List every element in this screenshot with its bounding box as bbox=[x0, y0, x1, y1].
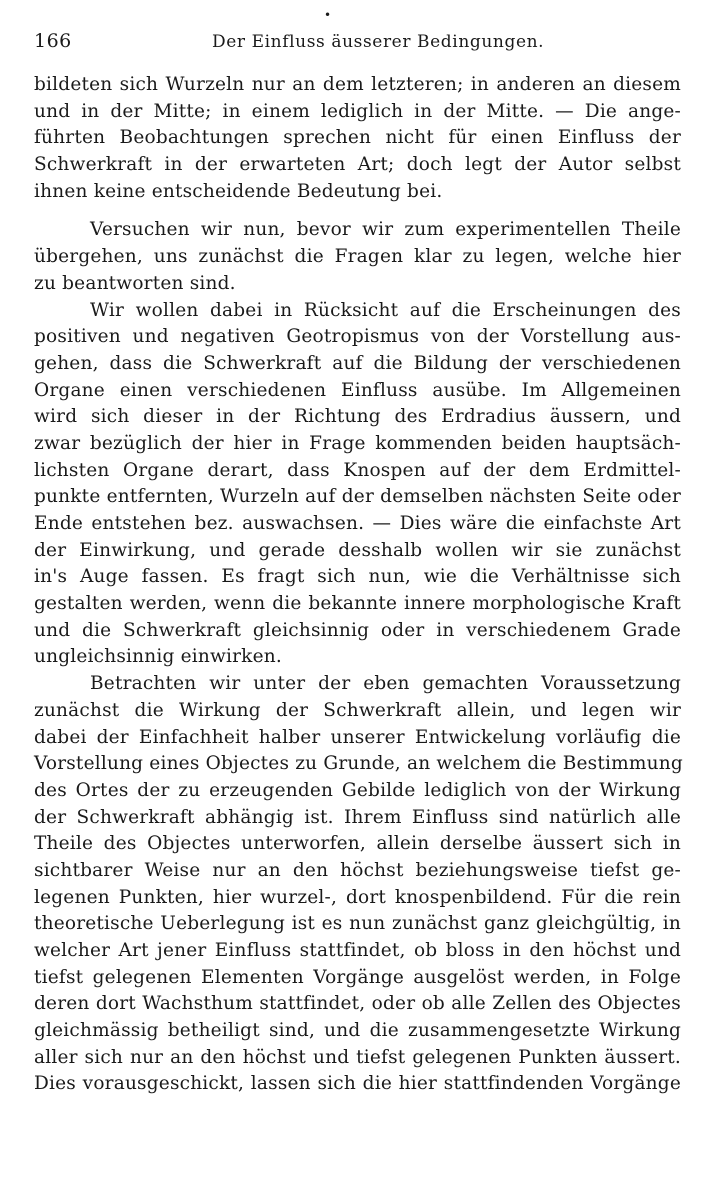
text-line: gehen, dass die Schwerkraft auf die Bildung der verschiedenen bbox=[34, 352, 681, 374]
text-line: Organe einen verschiedenen Einfluss ausübe. Im Allgemeinen bbox=[34, 379, 681, 401]
paragraph bbox=[34, 671, 681, 1098]
text-line: der Schwerkraft abhängig ist. Ihrem Einfluss sind natürlich alle bbox=[34, 806, 681, 828]
text-line: Versuchen wir nun, bevor wir zum experimentellen Theile bbox=[90, 219, 681, 241]
text-line: legenen Punkten, hier wurzel-, dort knospenbildend. Für die rein bbox=[34, 886, 681, 908]
text-line: dabei der Einfachheit halber unserer Entwickelung vorläufig die bbox=[34, 726, 681, 748]
text-line: punkte entfernten, Wurzeln auf der demselben nächsten Seite oder bbox=[34, 486, 681, 508]
text-line: und in der Mitte; in einem lediglich in der Mitte. — Die ange- bbox=[34, 100, 681, 122]
text-line: tiefst gelegenen Elementen Vorgänge ausgelöst werden, in Folge bbox=[34, 966, 681, 988]
text-line: führten Beobachtungen sprechen nicht für einen Einfluss der bbox=[34, 127, 681, 149]
text-line: Betrachten wir unter der eben gemachten Voraussetzung bbox=[90, 673, 681, 695]
text-line: der Einwirkung, und gerade desshalb wollen wir sie zunächst bbox=[34, 539, 681, 561]
text-line: zu beantworten sind. bbox=[34, 272, 236, 294]
text-line: welcher Art jener Einfluss stattfindet, ob bloss in den höchst und bbox=[34, 940, 681, 961]
body-text bbox=[34, 72, 681, 1098]
text-line: Wir wollen dabei in Rücksicht auf die Erscheinungen des bbox=[90, 299, 681, 321]
text-line: wird sich dieser in der Richtung des Erdradius äussern, und bbox=[34, 406, 681, 428]
text-line: des Ortes der zu erzeugenden Gebilde lediglich von der Wirkung bbox=[34, 779, 681, 801]
paragraph bbox=[34, 298, 681, 672]
text-line: sichtbarer Weise nur an den höchst beziehungsweise tiefst ge- bbox=[34, 859, 681, 881]
text-line: deren dort Wachsthum stattfindet, oder ob alle Zellen des Objectes bbox=[34, 993, 681, 1015]
text-line: und die Schwerkraft gleichsinnig oder in verschiedenem Grade bbox=[34, 619, 681, 641]
page-header bbox=[34, 8, 681, 58]
page-number: 166 bbox=[34, 30, 72, 52]
text-line: ihnen keine entscheidende Bedeutung bei. bbox=[34, 180, 443, 202]
text-line: Ende entstehen bez. auswachsen. — Dies wäre die einfachste Art bbox=[34, 513, 681, 534]
text-line: lichsten Organe derart, dass Knospen auf der dem Erdmittel- bbox=[34, 459, 681, 481]
running-title: Der Einfluss äusserer Bedingungen. bbox=[212, 32, 545, 52]
text-line: in's Auge fassen. Es fragt sich nun, wie die Verhältnisse sich bbox=[34, 566, 681, 588]
text-line: übergehen, uns zunächst die Fragen klar zu legen, welche hier bbox=[34, 246, 681, 268]
paragraph bbox=[34, 72, 681, 205]
text-line: gestalten werden, wenn die bekannte innere morphologische Kraft bbox=[34, 593, 681, 615]
text-line: aller sich nur an den höchst und tiefst gelegenen Punkten äussert. bbox=[34, 1046, 681, 1068]
text-line: bildeten sich Wurzeln nur an dem letzteren; in anderen an diesem bbox=[34, 74, 681, 95]
text-line: Theile des Objectes unterworfen, allein derselbe äussert sich in bbox=[34, 833, 681, 855]
text-line: zwar bezüglich der hier in Frage kommenden beiden hauptsäch- bbox=[34, 432, 681, 454]
text-line: gleichmässig betheiligt sind, und die zusammengesetzte Wirkung bbox=[34, 1020, 681, 1042]
text-line: theoretische Ueberlegung ist es nun zunächst ganz gleichgültig, in bbox=[34, 913, 681, 935]
text-line: ungleichsinnig einwirken. bbox=[34, 646, 282, 668]
text-line: Dies vorausgeschickt, lassen sich die hier stattfindenden Vorgänge bbox=[34, 1073, 681, 1095]
top-mark: • bbox=[324, 8, 332, 22]
text-line: zunächst die Wirkung der Schwerkraft allein, und legen wir bbox=[34, 699, 681, 721]
paragraph bbox=[34, 217, 681, 297]
text-line: Schwerkraft in der erwarteten Art; doch legt der Autor selbst bbox=[34, 154, 681, 176]
text-line: Vorstellung eines Objectes zu Grunde, an welchem die Bestimmung bbox=[34, 753, 683, 775]
text-line: positiven und negativen Geotropismus von der Vorstellung aus- bbox=[34, 326, 681, 348]
